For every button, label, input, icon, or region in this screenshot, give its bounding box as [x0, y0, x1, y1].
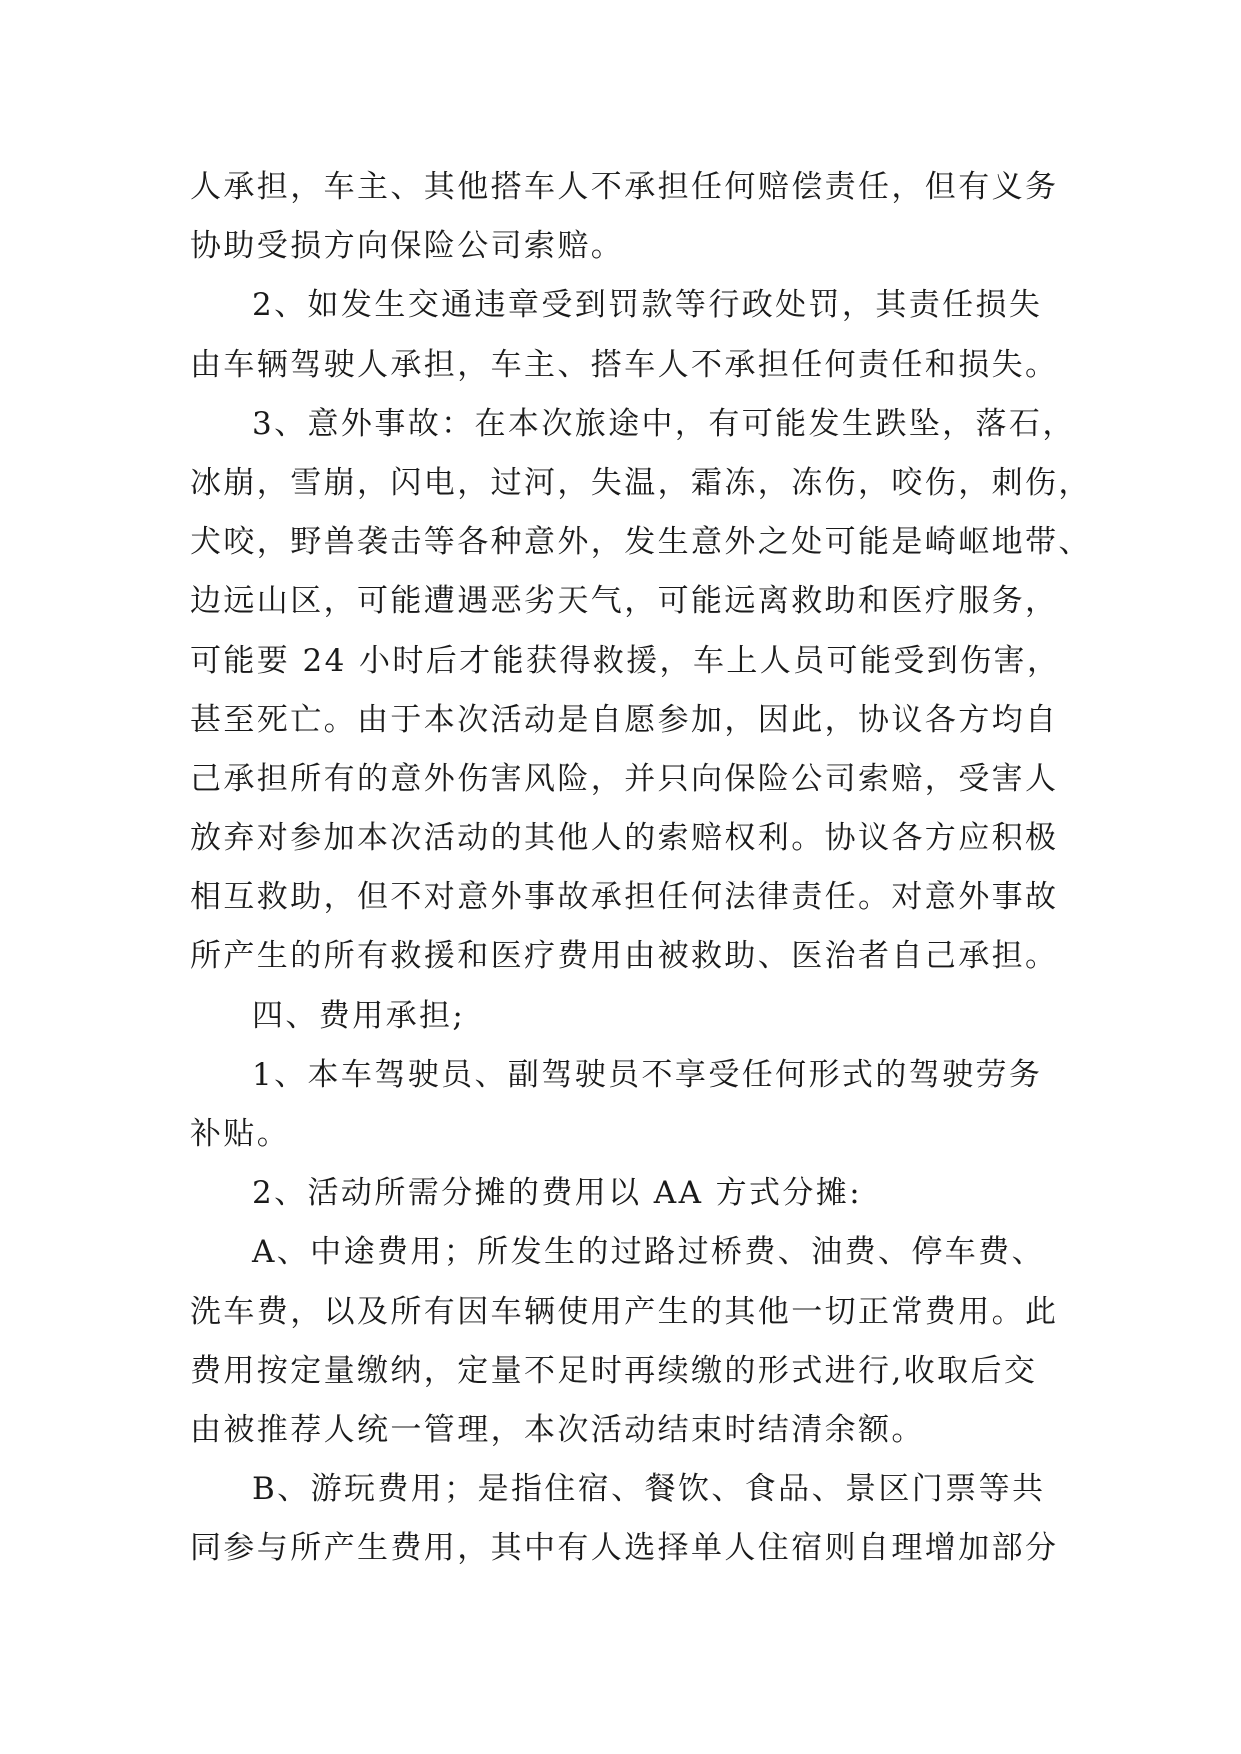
text-line: 可能要 24 小时后才能获得救援，车上人员可能受到伤害， [190, 642, 1061, 679]
text-line: 协助受损方向保险公司索赔。 [190, 228, 625, 265]
text-line: 所产生的所有救援和医疗费用由被救助、医治者自己承担。 [190, 938, 1059, 975]
text-line: 补贴。 [190, 1116, 291, 1152]
text-line: 洗车费，以及所有因车辆使用产生的其他一切正常费用。此 [190, 1293, 1059, 1330]
text-line: 犬咬，野兽袭击等各种意外，发生意外之处可能是崎岖地带、 [190, 524, 1092, 561]
text-line: 3、意外事故：在本次旅途中，有可能发生跌坠，落石， [252, 405, 1076, 442]
text-line: 1、本车驾驶员、副驾驶员不享受任何形式的驾驶劳务 [252, 1056, 1043, 1093]
text-line: 冰崩，雪崩，闪电，过河，失温，霜冻，冻伤，咬伤，刺伤， [190, 464, 1092, 501]
section-heading: 四、费用承担; [252, 997, 466, 1034]
text-line: 人承担，车主、其他搭车人不承担任何赔偿责任，但有义务 [190, 169, 1059, 205]
text-line: 2、活动所需分摊的费用以 AA 方式分摊: [252, 1175, 863, 1212]
text-line: 由被推荐人统一管理，本次活动结束时结清余额。 [190, 1411, 925, 1448]
text-line: 放弃对参加本次活动的其他人的索赔权利。协议各方应积极 [190, 820, 1059, 857]
text-line: 费用按定量缴纳，定量不足时再续缴的形式进行,收取后交 [190, 1352, 1038, 1389]
text-line: 己承担所有的意外伤害风险，并只向保险公司索赔，受害人 [190, 760, 1059, 797]
text-line: A、中途费用；所发生的过路过桥费、油费、停车费、 [252, 1234, 1045, 1271]
text-line: 相互救助，但不对意外事故承担任何法律责任。对意外事故 [190, 879, 1059, 916]
text-line: 2、如发生交通违章受到罚款等行政处罚，其责任损失 [252, 287, 1043, 324]
text-line: B、游玩费用；是指住宿、餐饮、食品、景区门票等共 [252, 1471, 1046, 1508]
text-line: 同参与所产生费用，其中有人选择单人住宿则自理增加部分 [190, 1530, 1059, 1567]
text-line: 甚至死亡。由于本次活动是自愿参加，因此，协议各方均自 [190, 701, 1059, 738]
text-line: 由车辆驾驶人承担，车主、搭车人不承担任何责任和损失。 [190, 346, 1059, 383]
document-body [190, 158, 1092, 1579]
text-line: 边远山区，可能遭遇恶劣天气，可能远离救助和医疗服务， [190, 583, 1059, 620]
